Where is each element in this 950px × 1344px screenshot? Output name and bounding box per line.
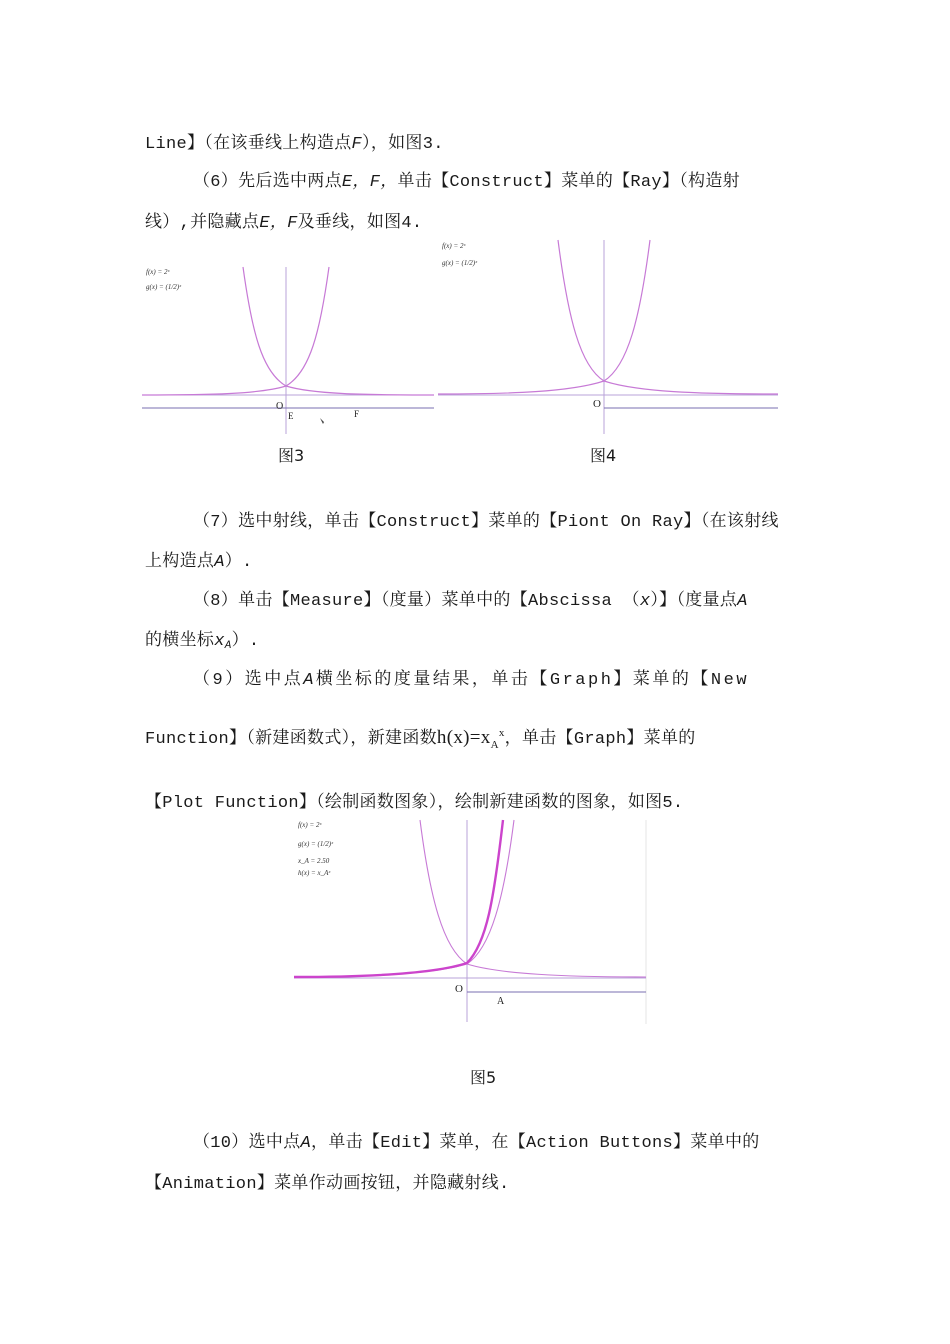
text-line-12 [145,1168,510,1194]
text-run: A [224,640,232,652]
text-run: ）. [224,553,253,572]
text-run: Line】（在该垂线上构造点 [145,135,352,154]
text-run: 横坐标的度量结果，单击【Graph】菜单的【New [315,671,750,690]
point-e-label: E [288,411,294,421]
legend-f: f(x) = 2ˣ [442,242,466,250]
text-line-9 [145,723,696,751]
legend-f: f(x) = 2ˣ [298,821,322,829]
formula-h [436,727,505,751]
text-run: （6）先后选中两点 [193,173,342,192]
cursor-icon [320,418,326,424]
figure-4-caption: 图4 [590,446,617,465]
text-line-6 [193,585,748,611]
text-run: 单击【Construct】菜单的【Ray】（构造射 [397,173,740,192]
origin-label: O [455,983,463,995]
text-run: ，单击【Edit】菜单，在【Action Buttons】菜单中的 [311,1134,760,1153]
text-run: A [300,1134,312,1153]
text-run: F [351,135,363,154]
text-run: （9）选中点 [193,671,304,690]
curve-g [420,820,646,977]
text-line-7 [145,625,259,652]
legend-h: h(x) = x_Aˣ [298,869,331,877]
text-line-1 [145,128,444,154]
text-run: A [303,671,316,690]
text-run: A [737,592,748,611]
curve-g [558,240,778,394]
text-run: ）. [231,632,260,651]
origin-label: O [276,401,284,412]
figure-5-caption: 图5 [470,1068,497,1087]
origin-label: O [593,398,601,410]
text-run: A [490,739,499,751]
text-run: 的横坐标 [145,632,215,651]
figure-4-legend [442,242,478,267]
figure-3-caption: 图3 [278,446,305,465]
text-run: x [214,632,225,651]
text-run: （7）选中射线，单击【Construct】菜单的【Piont On Ray】（在该射线 [193,513,779,532]
text-line-10 [145,787,683,813]
text-run: 【Animation】菜单作动画按钮，并隐藏射线. [145,1175,510,1194]
text-run: A [214,553,225,572]
text-run: 及垂线，如图4. [297,214,423,233]
figure-5-legend [297,821,334,877]
text-run: ）】（度量点 [650,592,738,611]
text-run: ，单击【Graph】菜单的 [504,730,696,749]
text-run: 上构造点 [145,553,215,572]
text-run: ），如图3. [362,135,444,154]
text-line-8 [193,664,749,690]
legend-g: g(x) = (1/2)ˣ [146,283,182,291]
text-run: E，F [259,214,298,233]
text-run: x [498,727,505,739]
text-run: （8）单击【Measure】（度量）菜单中的【Abscissa （ [193,592,640,611]
text-line-11 [193,1127,760,1153]
figure-3-legend [146,268,182,291]
text-line-2 [193,166,740,192]
curve-g [243,267,434,395]
legend-g: g(x) = (1/2)ˣ [298,840,334,848]
text-line-4 [193,506,779,532]
figure-3 [142,262,434,440]
legend-g: g(x) = (1/2)ˣ [442,259,478,267]
text-run: x [639,592,651,611]
point-a-label: A [497,996,505,1007]
text-run: E，F， [341,173,398,192]
text-run: h(x)=x [436,727,491,748]
legend-f: f(x) = 2ˣ [146,268,170,276]
text-run: 【Plot Function】（绘制函数图象），绘制新建函数的图象，如图5. [145,794,684,813]
text-run: Function】（新建函数式），新建函数 [145,730,437,749]
text-run: 线）,并隐藏点 [145,214,260,233]
figure-5 [294,818,650,1024]
legend-xa: x_A = 2.50 [298,857,330,865]
point-f-label: F [354,409,360,419]
text-line-5 [145,546,253,572]
figure-4 [438,238,778,438]
text-line-3 [145,207,422,233]
text-run: （10）选中点 [193,1134,301,1153]
